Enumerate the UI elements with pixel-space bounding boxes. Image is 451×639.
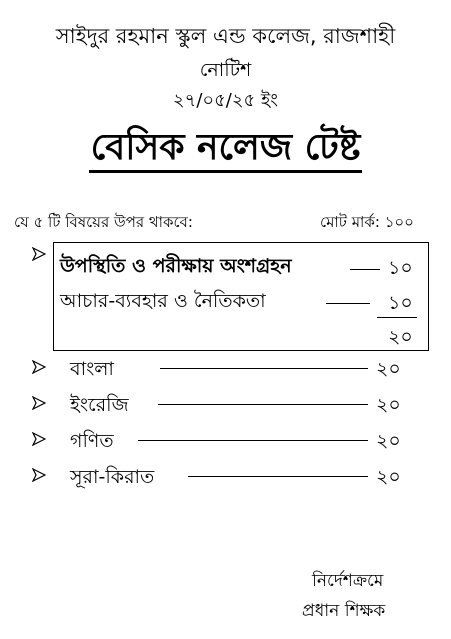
- school-name: সাইদুর রহমান স্কুল এন্ড কলেজ, রাজশাহী: [55, 24, 396, 48]
- subject-marks: ২০: [376, 358, 401, 380]
- arrow-bullet-icon: [32, 432, 46, 446]
- arrow-bullet-icon: [32, 247, 46, 261]
- leader-line: [350, 269, 380, 270]
- arrow-bullet-icon: [32, 360, 46, 374]
- total-marks: মোট মার্ক: ১০০: [320, 213, 414, 231]
- boxed-item-marks: ১০: [388, 292, 413, 314]
- arrow-bullet-icon: [32, 396, 46, 410]
- boxed-item-marks: ১০: [388, 257, 413, 279]
- signature-title: প্রধান শিক্ষক: [302, 601, 386, 621]
- page-title: [0, 120, 451, 180]
- boxed-item-label: আচার-ব্যবহার ও নৈতিকতা: [60, 290, 266, 312]
- subject-label: বাংলা: [70, 358, 114, 380]
- subject-label: গণিত: [70, 430, 114, 452]
- leader-line: [326, 303, 370, 304]
- subject-marks: ২০: [376, 430, 401, 452]
- arrow-bullet-icon: [32, 468, 46, 482]
- leader-line: [160, 368, 368, 369]
- signature-direction: নির্দেশক্রমে: [312, 571, 384, 591]
- notice-label: নোটিশ: [199, 59, 252, 81]
- boxed-subtotal: ২০: [388, 326, 413, 348]
- subject-marks: ২০: [376, 466, 401, 488]
- title-text: বেসিক নলেজ টেষ্ট: [89, 127, 363, 173]
- intro-text: যে ৫ টি বিষয়ের উপর থাকবে:: [14, 213, 193, 231]
- notice-date: ২৭/০৫/২৫ ইং: [172, 90, 279, 111]
- leader-line: [188, 476, 368, 477]
- subject-marks: ২০: [376, 394, 401, 416]
- subject-label: ইংরেজি: [70, 394, 129, 416]
- leader-line: [138, 440, 368, 441]
- leader-line: [158, 404, 368, 405]
- boxed-item-label: উপস্থিতি ও পরীক্ষায় অংশগ্রহন: [60, 255, 292, 277]
- sum-line: [377, 317, 417, 318]
- subject-label: সূরা-কিরাত: [70, 466, 155, 488]
